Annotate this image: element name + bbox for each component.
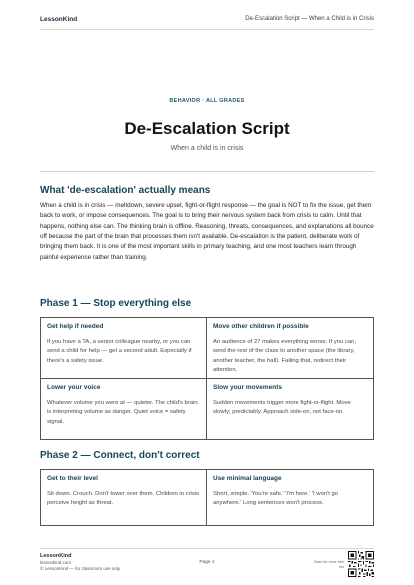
card-title: Move other children if possible bbox=[213, 323, 309, 330]
page-header bbox=[0, 0, 414, 30]
card-body: Whatever volume you were at — quieter. The child's brain is interpreting volume as danger. Quiet voice = safety signal. bbox=[47, 400, 198, 425]
footer-brand: LessonKind bbox=[40, 553, 72, 559]
card-body: An audience of 27 makes everything worse. If you can, send the rest of the class to another space (the library, another teacher, the hall). Failing that, redirect their attention. bbox=[213, 339, 357, 373]
qr-caption: Scan for more free res bbox=[314, 560, 344, 569]
header-brand[interactable]: LessonKind bbox=[40, 16, 78, 23]
phase1-card bbox=[207, 379, 373, 440]
phase1-card bbox=[207, 318, 373, 379]
document-title: De-Escalation Script bbox=[124, 119, 290, 138]
page-number: Page 1 bbox=[199, 560, 215, 565]
document-subtitle: When a child is in crisis bbox=[170, 145, 244, 152]
qr-code-icon[interactable] bbox=[348, 551, 374, 577]
phase1-card bbox=[41, 379, 207, 440]
phase2-grid bbox=[40, 469, 374, 526]
footer-site-link[interactable]: lessonkind.com bbox=[40, 560, 72, 565]
phase1-heading: Phase 1 — Stop everything else bbox=[40, 298, 192, 309]
card-title: Use minimal language bbox=[213, 475, 282, 482]
footer-copyright: © LessonKind — for classroom use only bbox=[40, 566, 121, 571]
card-title: Slow your movements bbox=[213, 384, 282, 391]
card-title: Get help if needed bbox=[47, 323, 104, 330]
eyebrow-label: BEHAVIOR · ALL GRADES bbox=[169, 98, 245, 104]
footer-divider bbox=[40, 548, 374, 549]
card-body: If you have a TA, a senior colleague nearby, or you can send a child for help — get a second adult. Especially if there's a safety issue. bbox=[47, 339, 192, 364]
phase2-heading: Phase 2 — Connect, don't correct bbox=[40, 450, 200, 461]
phase1-card bbox=[41, 318, 207, 379]
phase1-grid bbox=[40, 317, 374, 440]
header-divider bbox=[40, 29, 374, 30]
running-title: De-Escalation Script — When a Child is in Crisis bbox=[245, 16, 374, 22]
intro-paragraph: When a child is in crisis — meltdown, severe upset, fight-or-flight response — the goal is NOT to fix the issue, get them back to work, or impose consequences. The goal is to bring their nervous system back from crisis to calm. Until that happens, nothing else can. The thinking brain is offline. Reasoning, threats, consequences, and explanations all bounce off because the part of the brain that processes them isn't available. De-escalation is the patient, deliberate work of bringing them back. It is one of the most important skills in primary teaching, and one most teachers learn through painful experience rather than training. bbox=[40, 202, 374, 261]
card-body: Short, simple. 'You're safe.' 'I'm here.' 'I won't go anywhere.' Long sentences won't process. bbox=[213, 491, 339, 507]
card-title: Lower your voice bbox=[47, 384, 101, 391]
phase2-card bbox=[207, 470, 373, 525]
intro-heading: What 'de-escalation' actually means bbox=[40, 185, 211, 196]
card-body: Sudden movements trigger more fight-or-flight. Move slowly; predictably. Approach side-on, not face-on. bbox=[213, 400, 351, 416]
title-divider bbox=[40, 171, 374, 172]
phase2-card bbox=[41, 470, 207, 525]
page-footer bbox=[0, 548, 414, 585]
card-body: Sit down. Crouch. Don't tower over them. Children in crisis perceive height as threat. bbox=[47, 491, 200, 507]
card-title: Get to their level bbox=[47, 475, 98, 482]
